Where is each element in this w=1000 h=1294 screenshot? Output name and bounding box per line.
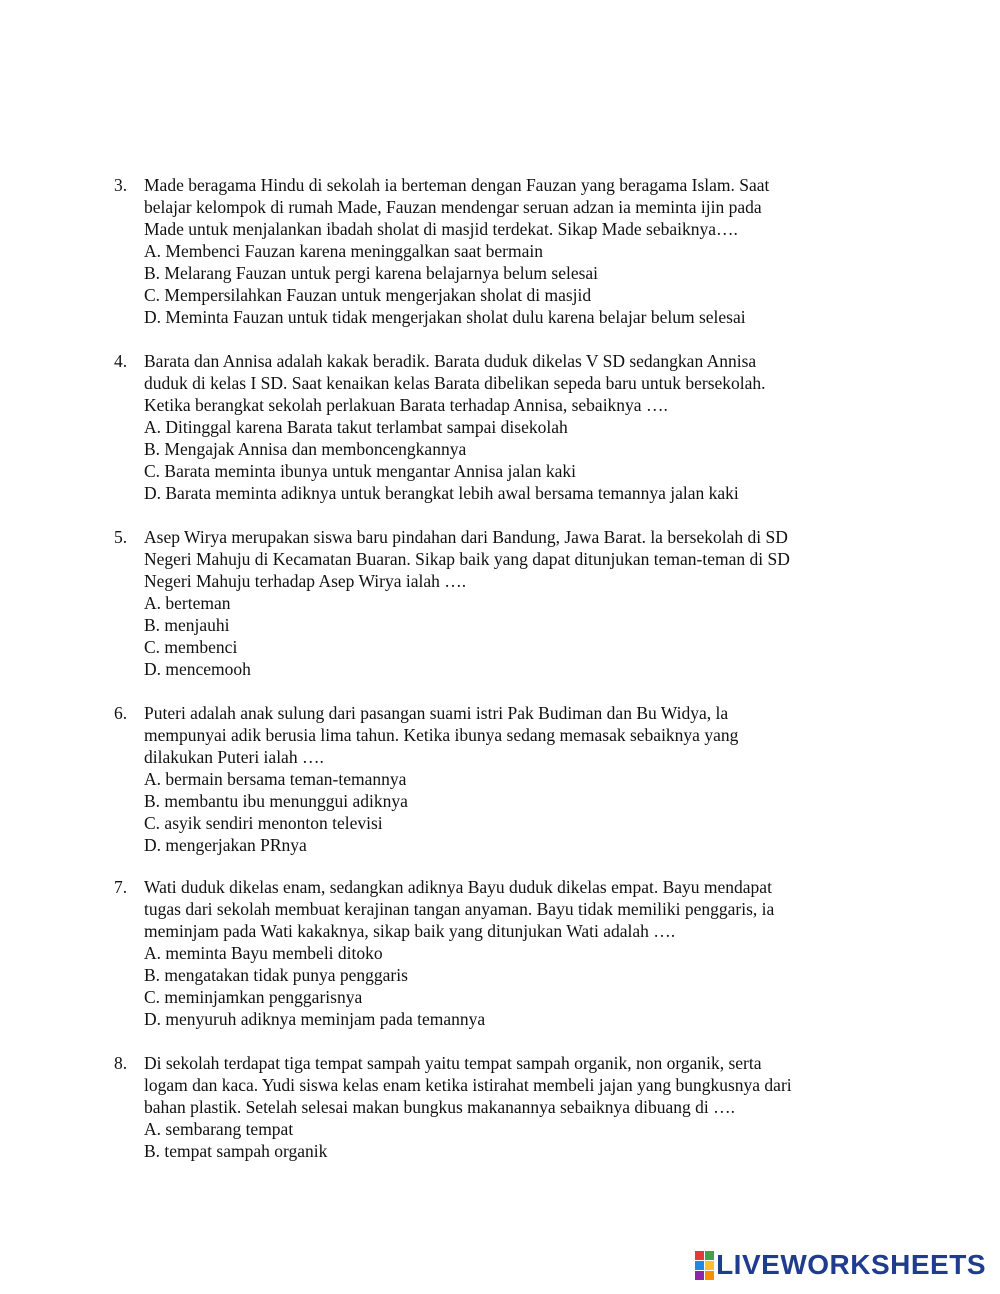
question-text-line: belajar kelompok di rumah Made, Fauzan mendengar seruan adzan ia meminta ijin pada — [144, 197, 762, 217]
option-c: C. meminjamkan penggarisnya — [144, 987, 363, 1007]
option-b: B. tempat sampah organik — [144, 1141, 328, 1161]
question-number: 4. — [114, 351, 128, 371]
option-a: A. Membenci Fauzan karena meninggalkan saat bermain — [144, 241, 543, 261]
option-d: D. Barata meminta adiknya untuk berangkat lebih awal bersama temannya jalan kaki — [144, 483, 739, 503]
option-a: A. sembarang tempat — [144, 1119, 294, 1139]
question-text-line: mempunyai adik berusia lima tahun. Ketika ibunya sedang memasak sebaiknya yang — [144, 725, 739, 745]
question-text-line: Wati duduk dikelas enam, sedangkan adiknya Bayu duduk dikelas empat. Bayu mendapat — [144, 877, 772, 897]
question-text-line: Made untuk menjalankan ibadah sholat di masjid terdekat. Sikap Made sebaiknya…. — [144, 219, 738, 239]
question-text-line: meminjam pada Wati kakaknya, sikap baik yang ditunjukan Wati adalah …. — [144, 921, 676, 941]
option-d: D. mengerjakan PRnya — [144, 835, 307, 855]
logo-blocks-icon — [695, 1251, 714, 1280]
question-number: 8. — [114, 1053, 128, 1073]
option-b: B. mengatakan tidak punya penggaris — [144, 965, 408, 985]
question-text-line: Negeri Mahuju terhadap Asep Wirya ialah …. — [144, 571, 467, 591]
question-text-line: tugas dari sekolah membuat kerajinan tangan anyaman. Bayu tidak memiliki penggaris, ia — [144, 899, 775, 919]
question-text-line: Puteri adalah anak sulung dari pasangan suami istri Pak Budiman dan Bu Widya, la — [144, 703, 729, 723]
option-c: C. Barata meminta ibunya untuk mengantar Annisa jalan kaki — [144, 461, 577, 481]
logo-block — [695, 1271, 704, 1280]
option-a: A. berteman — [144, 593, 231, 613]
logo-block — [695, 1261, 704, 1270]
option-c: C. Mempersilahkan Fauzan untuk mengerjakan sholat di masjid — [144, 285, 592, 305]
question-number: 3. — [114, 175, 128, 195]
option-b: B. Melarang Fauzan untuk pergi karena belajarnya belum selesai — [144, 263, 599, 283]
option-c: C. membenci — [144, 637, 238, 657]
question-text-line: duduk di kelas I SD. Saat kenaikan kelas Barata dibelikan sepeda baru untuk bersekolah. — [144, 373, 766, 393]
logo-block — [695, 1251, 704, 1260]
question-text-line: Asep Wirya merupakan siswa baru pindahan dari Bandung, Jawa Barat. la bersekolah di SD — [144, 527, 788, 547]
question-text-line: Barata dan Annisa adalah kakak beradik. Barata duduk dikelas V SD sedangkan Annisa — [144, 351, 757, 371]
option-d: D. mencemooh — [144, 659, 251, 679]
question-text-line: Made beragama Hindu di sekolah ia berteman dengan Fauzan yang beragama Islam. Saat — [144, 175, 770, 195]
question-text-line: Ketika berangkat sekolah perlakuan Barata terhadap Annisa, sebaiknya …. — [144, 395, 668, 415]
option-c: C. asyik sendiri menonton televisi — [144, 813, 383, 833]
option-a: A. Ditinggal karena Barata takut terlambat sampai disekolah — [144, 417, 568, 437]
liveworksheets-logo — [695, 1250, 986, 1280]
option-b: B. menjauhi — [144, 615, 230, 635]
question-text-line: Di sekolah terdapat tiga tempat sampah yaitu tempat sampah organik, non organik, serta — [144, 1053, 762, 1073]
question-text-line: Negeri Mahuju di Kecamatan Buaran. Sikap baik yang dapat ditunjukan teman-teman di SD — [144, 549, 790, 569]
question-number: 7. — [114, 877, 128, 897]
logo-block — [705, 1271, 714, 1280]
logo-block — [705, 1251, 714, 1260]
question-text-line: logam dan kaca. Yudi siswa kelas enam ketika istirahat membeli jajan yang bungkusnya dari — [144, 1075, 792, 1095]
logo-block — [705, 1261, 714, 1270]
logo-text: LIVEWORKSHEETS — [716, 1249, 986, 1280]
question-number: 6. — [114, 703, 128, 723]
option-b: B. Mengajak Annisa dan memboncengkannya — [144, 439, 467, 459]
option-a: A. meminta Bayu membeli ditoko — [144, 943, 383, 963]
option-b: B. membantu ibu menunggui adiknya — [144, 791, 408, 811]
question-number: 5. — [114, 527, 128, 547]
question-text-line: dilakukan Puteri ialah …. — [144, 747, 324, 767]
option-a: A. bermain bersama teman-temannya — [144, 769, 407, 789]
question-text-line: bahan plastik. Setelah selesai makan bungkus makanannya sebaiknya dibuang di …. — [144, 1097, 735, 1117]
option-d: D. menyuruh adiknya meminjam pada temannya — [144, 1009, 486, 1029]
option-d: D. Meminta Fauzan untuk tidak mengerjakan sholat dulu karena belajar belum selesai — [144, 307, 746, 327]
